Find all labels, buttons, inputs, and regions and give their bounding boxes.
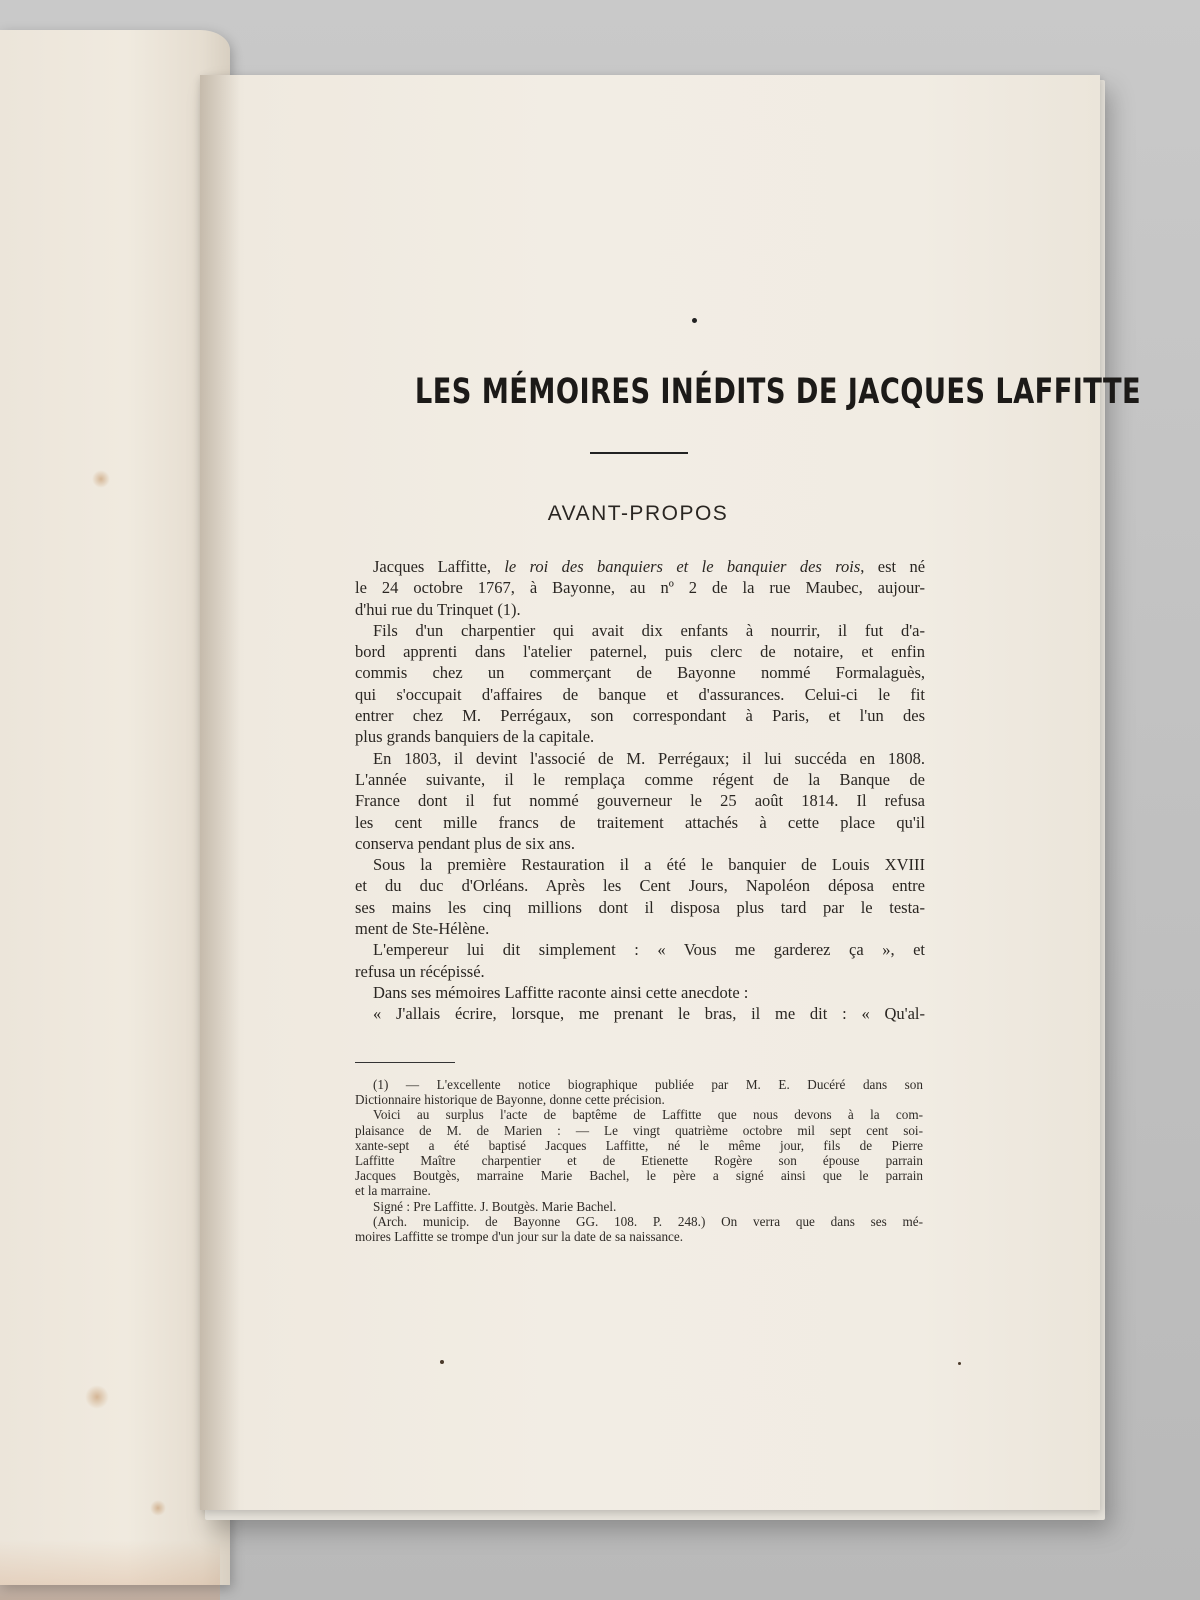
footnote-rule xyxy=(355,1062,455,1063)
gutter-shadow xyxy=(200,75,240,1510)
paper-speck xyxy=(958,1362,961,1365)
footnote-line: moires Laffitte se trompe d'un jour sur la date de sa naissance. xyxy=(355,1229,684,1245)
left-facing-page xyxy=(0,30,230,1585)
text-line: plus grands banquiers de la capitale. xyxy=(355,727,595,747)
text-line: L'empereur lui dit simplement : « Vous me garderez ça », et xyxy=(373,940,925,960)
text-line: commis chez un commerçant de Bayonne nommé Formalaguès, xyxy=(355,663,925,683)
footnote-line: Signé : Pre Laffitte. J. Boutgès. Marie Bachel. xyxy=(373,1198,617,1214)
left-page-edge xyxy=(0,1540,220,1600)
text-line: Fils d'un charpentier qui avait dix enfants à nourrir, il fut d'a- xyxy=(373,620,925,640)
section-heading: AVANT-PROPOS xyxy=(547,502,729,525)
footnote-line: xante-sept a été baptisé Jacques Laffitte, né le même jour, fils de Pierre xyxy=(355,1137,923,1153)
text-line: et du duc d'Orléans. Après les Cent Jours, Napoléon déposa entre xyxy=(355,876,925,896)
text-line: L'année suivante, il le remplaça comme régent de la Banque de xyxy=(355,769,925,789)
text-line: entrer chez M. Perrégaux, son correspondant à Paris, et l'un des xyxy=(355,706,925,726)
footnote-line: Laffitte Maître charpentier et de Etienette Rogère son épouse parrain xyxy=(355,1153,923,1169)
text-line: le 24 octobre 1767, à Bayonne, au nº 2 de la rue Maubec, aujour- xyxy=(355,578,925,598)
footnote-line: et la marraine. xyxy=(355,1183,431,1199)
title-rule xyxy=(590,452,688,454)
footnote-line: (Arch. municip. de Bayonne GG. 108. P. 248.) On verra que dans ses mé- xyxy=(373,1213,923,1229)
text-line: Sous la première Restauration il a été le banquier de Louis XVIII xyxy=(373,855,925,875)
text-line: ses mains les cinq millions dont il disposa plus tard par le testa- xyxy=(355,897,925,917)
text-line: ment de Ste-Hélène. xyxy=(355,919,490,939)
page-title: LES MÉMOIRES INÉDITS DE JACQUES LAFFITTE xyxy=(414,372,1142,412)
foxing-spot xyxy=(85,1385,109,1409)
text-line: Jacques Laffitte, le roi des banquiers et le banquier des rois, est né xyxy=(373,557,926,576)
italic-epithet: le roi des banquiers et le banquier des rois xyxy=(490,557,861,576)
text-line: d'hui rue du Trinquet (1). xyxy=(355,599,521,619)
foxing-spot xyxy=(150,1500,166,1516)
text-line: « J'allais écrire, lorsque, me prenant le bras, il me dit : « Qu'al- xyxy=(373,1004,925,1024)
text-line: France dont il fut nommé gouverneur le 25 août 1814. Il refusa xyxy=(355,791,925,811)
text-line: conserva pendant plus de six ans. xyxy=(355,833,575,853)
paper-speck xyxy=(440,1360,444,1364)
text-line: En 1803, il devint l'associé de M. Perrégaux; il lui succéda en 1808. xyxy=(373,748,925,768)
footnote-line: Jacques Boutgès, marraine Marie Bachel, le père a signé ainsi que le parrain xyxy=(355,1168,923,1184)
ornament-dot xyxy=(692,318,697,323)
text-line: refusa un récépissé. xyxy=(355,961,485,981)
text-line: bord apprenti dans l'atelier paternel, puis clerc de notaire, et enfin xyxy=(355,642,925,662)
foxing-spot xyxy=(92,470,110,488)
footnote-line: Dictionnaire historique de Bayonne, donne cette précision. xyxy=(355,1092,665,1108)
footnote-line: (1) — L'excellente notice biographique publiée par M. E. Ducéré dans son xyxy=(373,1077,923,1092)
text-line: Dans ses mémoires Laffitte raconte ainsi cette anecdote : xyxy=(373,982,749,1002)
footnote-line: Voici au surplus l'acte de baptême de Laffitte que nous devons à la com- xyxy=(373,1107,923,1123)
text-line: qui s'occupait d'affaires de banque et d'assurances. Celui-ci le fit xyxy=(355,684,925,704)
body-text xyxy=(355,556,925,1025)
footnote-line: plaisance de M. de Marien : — Le vingt quatrième octobre mil sept cent soi- xyxy=(355,1122,923,1138)
text-line: les cent mille francs de traitement attachés à cette place qu'il xyxy=(355,812,925,832)
footnotes xyxy=(355,1077,923,1244)
